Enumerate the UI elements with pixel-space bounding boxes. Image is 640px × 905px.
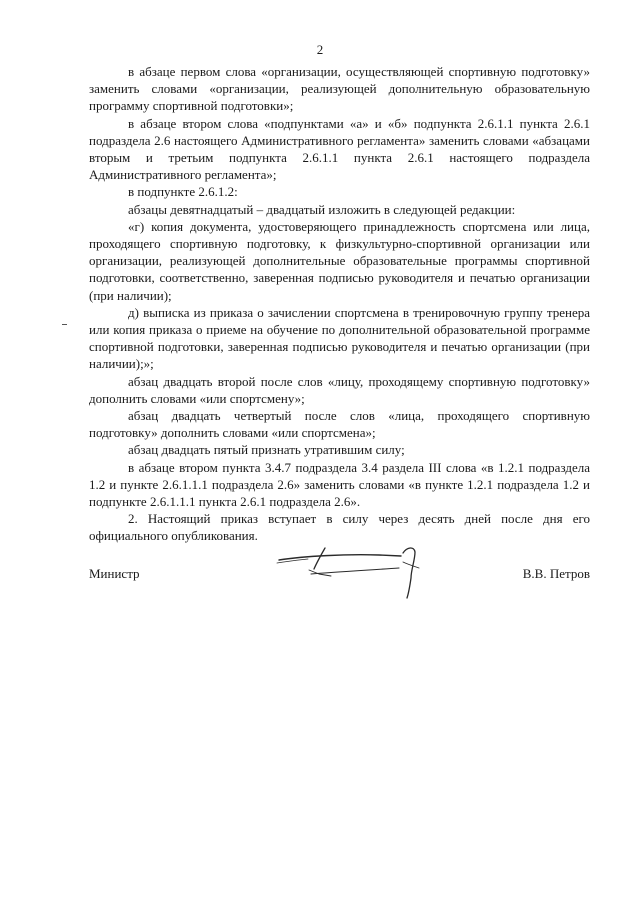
closing-paragraph: 2. Настоящий приказ вступает в силу через десять дней после дня его официального опубликования. bbox=[89, 511, 590, 544]
paragraph: абзац двадцать пятый признать утратившим силу; bbox=[128, 442, 405, 458]
paragraph: в абзаце первом слова «организации, осуществляющей спортивную подготовку» заменить словами «организации, реализующей дополнительную образовательную программу спортивной подготовки»; bbox=[89, 64, 590, 114]
signatory-name: В.В. Петров bbox=[522, 566, 590, 581]
paragraph: в абзаце втором пункта 3.4.7 подраздела 3.4 раздела III слова «в 1.2.1 подраздела 1.2 и пункте 2.6.1.1.1 подраздела 2.6» заменить словами «в пункте 1.2.1 подраздела 1.2 и подпункте 2.6.1.1.1 пункта 2.6.1 подраздела 2.6». bbox=[89, 459, 590, 510]
paragraph: абзац двадцать второй после слов «лицу, проходящему спортивную подготовку» дополнить словами «или спортсмену»; bbox=[89, 373, 590, 406]
signature-block bbox=[89, 565, 590, 585]
document-body bbox=[89, 63, 590, 545]
paragraph: абзац двадцать четвертый после слов «лица, проходящего спортивную подготовку» дополнить словами «или спортсмена»; bbox=[89, 408, 590, 441]
paragraph: д) выписка из приказа о зачислении спортсмена в тренировочную группу тренера или копия приказа о приеме на обучение по дополнительной образовательной программе спортивной подготовки, заверенная подписью руководителя и печатью организации (при наличии);»; bbox=[89, 304, 590, 372]
paragraph: в абзаце втором слова «подпунктами «а» и «б» подпункта 2.6.1.1 пункта 2.6.1 подраздела 2.6 настоящего Административного регламента» заменить словами «абзацами вторым и третьим подпункта 2.6.1.1 пункта 2.6.1 настоящего подраздела Административного регламента»; bbox=[89, 115, 590, 183]
margin-mark bbox=[62, 324, 67, 325]
paragraph: в подпункте 2.6.1.2: bbox=[128, 184, 238, 200]
paragraph: «г) копия документа, удостоверяющего принадлежность спортсмена или лица, проходящего спортивную подготовку, к физкультурно-спортивной организации или организации, реализующей дополнительные образовательные программы спортивной подготовки, соответственно, заверенная подписью руководителя и печатью организации (при наличии); bbox=[89, 218, 590, 303]
page-number: 2 bbox=[316, 42, 324, 57]
paragraph: абзацы девятнадцатый – двадцатый изложить в следующей редакции: bbox=[128, 201, 516, 217]
signatory-title: Министр bbox=[89, 566, 140, 581]
